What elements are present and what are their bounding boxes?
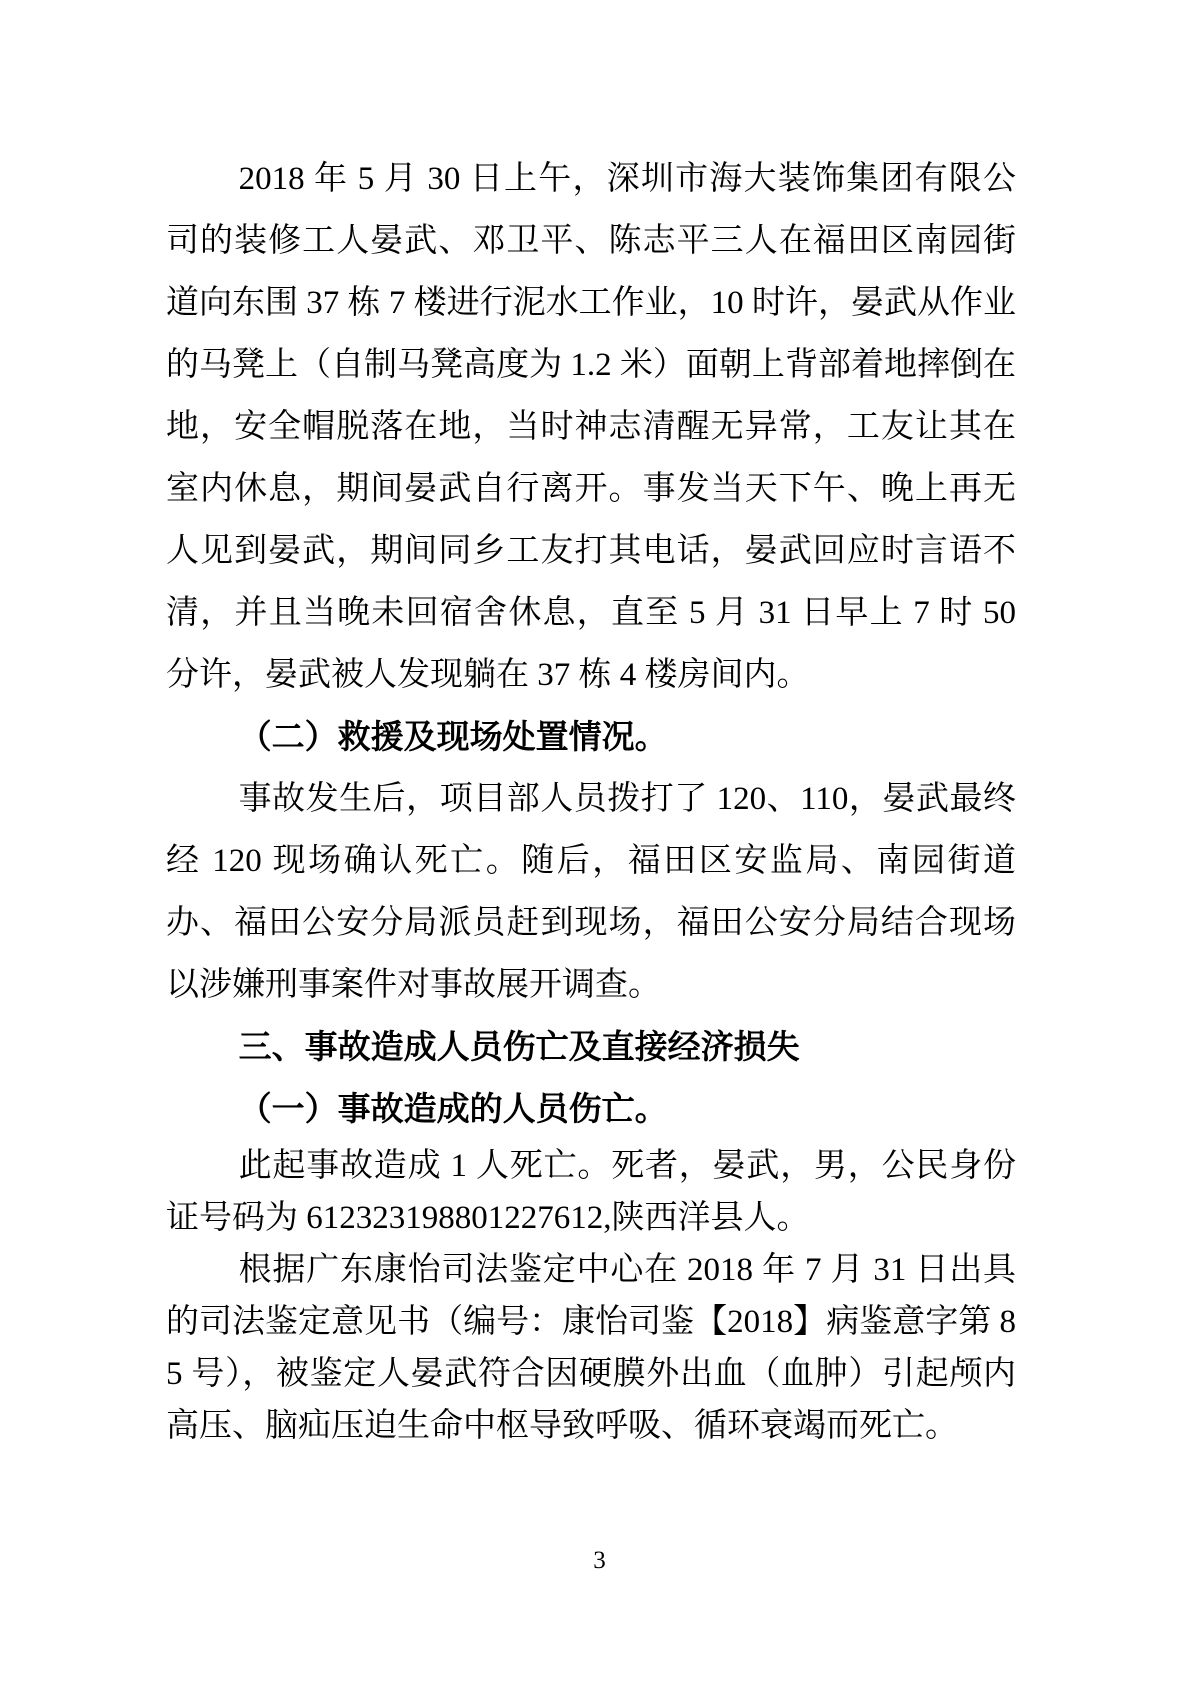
page-number: 3 <box>593 1547 606 1574</box>
body-paragraph-forensic-conclusion: 根据广东康怡司法鉴定中心在 2018 年 7 月 31 日出具的司法鉴定意见书（编号：康怡司鉴【2018】病鉴意字第 85 号），被鉴定人晏武符合因硬膜外出血（血肿）引起颅内高压、脑疝压迫生命中枢导致呼吸、循环衰竭而死亡。 <box>166 1252 1016 1444</box>
body-paragraph-accident-course: 2018 年 5 月 30 日上午，深圳市海大装饰集团有限公司的装修工人晏武、邓卫平、陈志平三人在福田区南园街道向东围 37 栋 7 楼进行泥水工作业，10 时许，晏武从作业的马凳上（自制马凳高度为 1.2 米）面朝上背部着地摔倒在地，安全帽脱落在地，当时神志清醒无异常，工友让其在室内休息，期间晏武自行离开。事发当天下午、晚上再无人见到晏武，期间同乡工友打其电话，晏武回应时言语不清，并且当晚未回宿舍休息，直至 5 月 31 日早上 7 时 50 分许，晏武被人发现躺在 37 栋 4 楼房间内。 <box>166 161 1017 693</box>
page-content <box>166 148 1016 1452</box>
section-heading-casualties-and-economic-loss: 三、事故造成人员伤亡及直接经济损失 <box>238 1028 800 1065</box>
body-paragraph-rescue-response: 事故发生后，项目部人员拨打了 120、110，晏武最终经 120 现场确认死亡。随后，福田区安监局、南园街道办、福田公安分局派员赶到现场，福田公安分局结合现场以涉嫌刑事案件对事故展开调查。 <box>166 781 1016 1003</box>
section-heading-rescue-and-scene-handling: （二）救援及现场处置情况。 <box>238 718 668 755</box>
section-heading-casualties-subsection: （一）事故造成的人员伤亡。 <box>238 1090 668 1127</box>
body-paragraph-victim-identity: 此起事故造成 1 人死亡。死者，晏武，男，公民身份证号码为 612323198801227612,陕西洋县人。 <box>166 1148 1016 1236</box>
